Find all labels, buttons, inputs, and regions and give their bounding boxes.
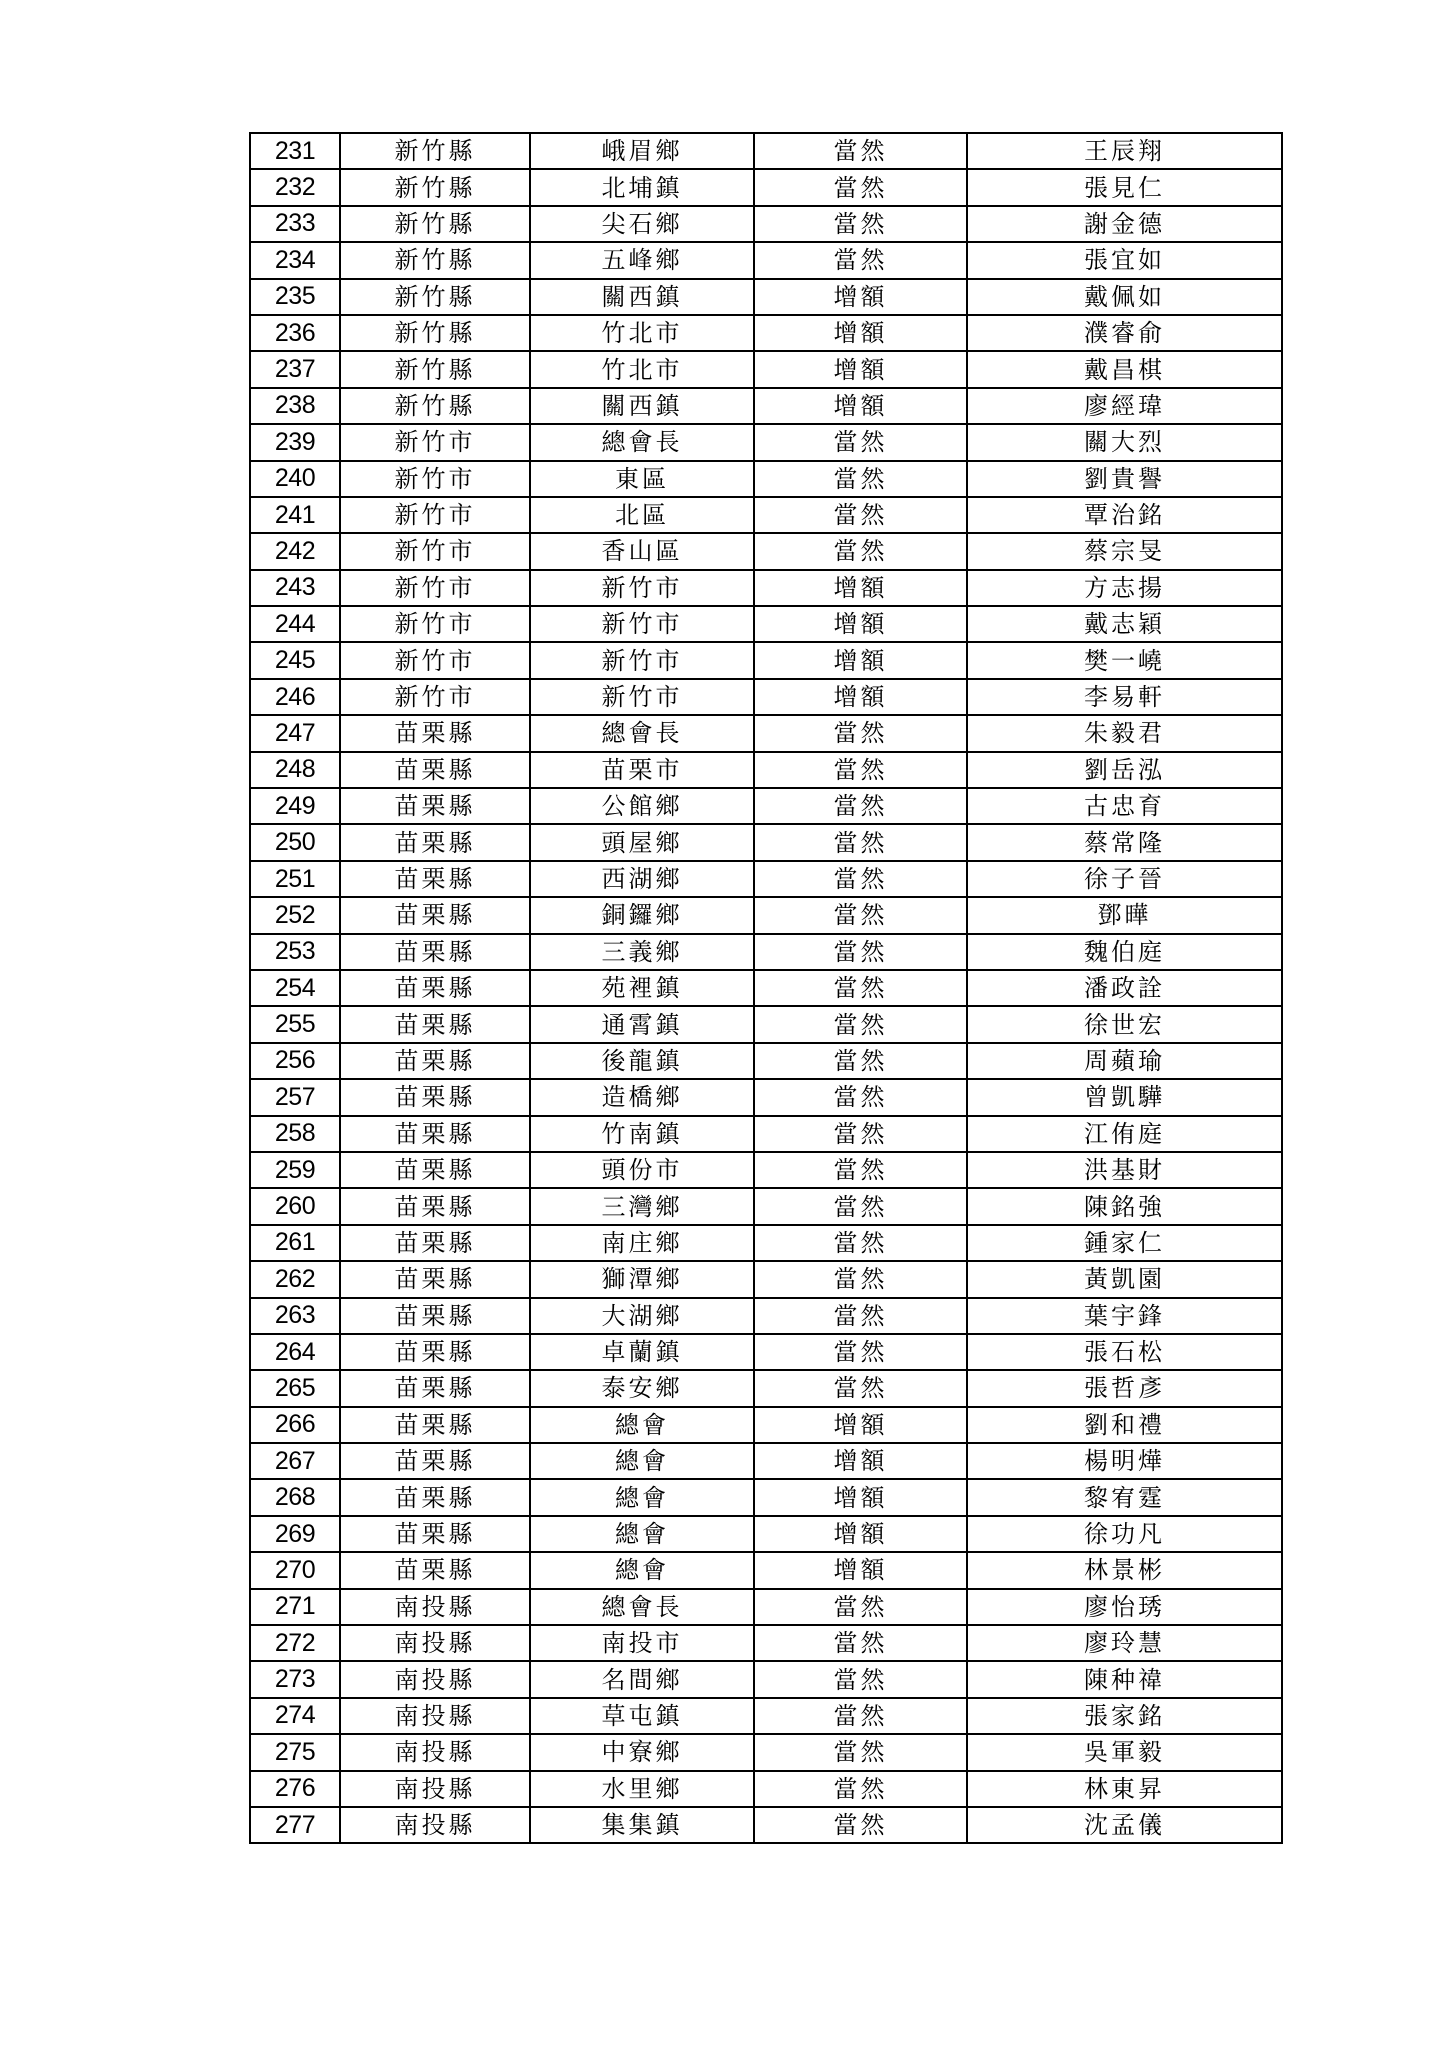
table-row (250, 642, 1282, 678)
district-cell: 泰安鄉 (530, 1370, 754, 1406)
member-name-cell: 關大烈 (967, 424, 1282, 460)
member-name-cell: 林東昇 (967, 1771, 1282, 1807)
row-number-cell: 269 (250, 1516, 340, 1552)
table-row (250, 1225, 1282, 1261)
row-number-cell: 231 (250, 133, 340, 169)
row-number-cell: 263 (250, 1298, 340, 1334)
row-number-cell: 270 (250, 1552, 340, 1588)
seat-type-cell: 增額 (754, 315, 967, 351)
district-cell: 總會 (530, 1443, 754, 1479)
row-number-cell: 271 (250, 1589, 340, 1625)
county-cell: 苗栗縣 (340, 861, 530, 897)
table-row (250, 934, 1282, 970)
member-name-cell: 徐子晉 (967, 861, 1282, 897)
district-cell: 總會長 (530, 1589, 754, 1625)
district-cell: 關西鎮 (530, 388, 754, 424)
row-number-cell: 236 (250, 315, 340, 351)
member-name-cell: 劉貴譽 (967, 461, 1282, 497)
row-number-cell: 259 (250, 1152, 340, 1188)
member-name-cell: 張家銘 (967, 1698, 1282, 1734)
table-row (250, 1407, 1282, 1443)
county-cell: 苗栗縣 (340, 715, 530, 751)
seat-type-cell: 當然 (754, 1079, 967, 1115)
seat-type-cell: 當然 (754, 1589, 967, 1625)
table-row (250, 242, 1282, 278)
table-row (250, 1443, 1282, 1479)
row-number-cell: 273 (250, 1661, 340, 1697)
table-row (250, 1552, 1282, 1588)
table-row (250, 1516, 1282, 1552)
row-number-cell: 245 (250, 642, 340, 678)
row-number-cell: 255 (250, 1006, 340, 1042)
row-number-cell: 239 (250, 424, 340, 460)
member-name-cell: 吳軍毅 (967, 1734, 1282, 1770)
district-cell: 造橋鄉 (530, 1079, 754, 1115)
seat-type-cell: 增額 (754, 1516, 967, 1552)
county-cell: 苗栗縣 (340, 970, 530, 1006)
county-cell: 南投縣 (340, 1589, 530, 1625)
district-cell: 集集鎮 (530, 1807, 754, 1843)
seat-type-cell: 當然 (754, 970, 967, 1006)
district-cell: 竹北市 (530, 315, 754, 351)
county-cell: 新竹縣 (340, 133, 530, 169)
district-cell: 苑裡鎮 (530, 970, 754, 1006)
row-number-cell: 234 (250, 242, 340, 278)
member-name-cell: 陳种禕 (967, 1661, 1282, 1697)
member-name-cell: 戴志穎 (967, 606, 1282, 642)
county-cell: 新竹市 (340, 679, 530, 715)
seat-type-cell: 當然 (754, 424, 967, 460)
row-number-cell: 256 (250, 1043, 340, 1079)
table-row (250, 1370, 1282, 1406)
district-cell: 北埔鎮 (530, 169, 754, 205)
table-row (250, 461, 1282, 497)
county-cell: 新竹縣 (340, 206, 530, 242)
member-name-cell: 覃治銘 (967, 497, 1282, 533)
table-row (250, 1043, 1282, 1079)
county-cell: 苗栗縣 (340, 1334, 530, 1370)
table-row (250, 861, 1282, 897)
county-cell: 新竹市 (340, 461, 530, 497)
seat-type-cell: 當然 (754, 242, 967, 278)
county-cell: 新竹市 (340, 570, 530, 606)
member-name-cell: 樊一嶢 (967, 642, 1282, 678)
row-number-cell: 257 (250, 1079, 340, 1115)
member-name-cell: 潘政詮 (967, 970, 1282, 1006)
member-name-cell: 張見仁 (967, 169, 1282, 205)
seat-type-cell: 當然 (754, 1698, 967, 1734)
row-number-cell: 252 (250, 897, 340, 933)
table-row (250, 1298, 1282, 1334)
member-name-cell: 朱毅君 (967, 715, 1282, 751)
row-number-cell: 277 (250, 1807, 340, 1843)
district-cell: 新竹市 (530, 606, 754, 642)
district-cell: 公館鄉 (530, 788, 754, 824)
seat-type-cell: 當然 (754, 1188, 967, 1224)
row-number-cell: 241 (250, 497, 340, 533)
seat-type-cell: 當然 (754, 1625, 967, 1661)
row-number-cell: 254 (250, 970, 340, 1006)
county-cell: 南投縣 (340, 1698, 530, 1734)
district-cell: 後龍鎮 (530, 1043, 754, 1079)
district-cell: 竹南鎮 (530, 1116, 754, 1152)
row-number-cell: 274 (250, 1698, 340, 1734)
row-number-cell: 251 (250, 861, 340, 897)
table-row (250, 1771, 1282, 1807)
district-cell: 竹北市 (530, 351, 754, 387)
table-row (250, 570, 1282, 606)
table-row (250, 1589, 1282, 1625)
seat-type-cell: 增額 (754, 351, 967, 387)
county-cell: 新竹市 (340, 533, 530, 569)
table-row (250, 133, 1282, 169)
seat-type-cell: 增額 (754, 1443, 967, 1479)
seat-type-cell: 當然 (754, 1807, 967, 1843)
county-cell: 新竹市 (340, 642, 530, 678)
roster-body (250, 133, 1282, 1843)
county-cell: 苗栗縣 (340, 1116, 530, 1152)
district-cell: 通霄鎮 (530, 1006, 754, 1042)
district-cell: 新竹市 (530, 642, 754, 678)
table-row (250, 752, 1282, 788)
row-number-cell: 253 (250, 934, 340, 970)
member-name-cell: 鍾家仁 (967, 1225, 1282, 1261)
row-number-cell: 266 (250, 1407, 340, 1443)
seat-type-cell: 當然 (754, 897, 967, 933)
seat-type-cell: 當然 (754, 752, 967, 788)
row-number-cell: 276 (250, 1771, 340, 1807)
row-number-cell: 250 (250, 824, 340, 860)
table-row (250, 1079, 1282, 1115)
county-cell: 苗栗縣 (340, 824, 530, 860)
county-cell: 苗栗縣 (340, 1298, 530, 1334)
member-name-cell: 沈孟儀 (967, 1807, 1282, 1843)
seat-type-cell: 當然 (754, 1734, 967, 1770)
district-cell: 大湖鄉 (530, 1298, 754, 1334)
table-row (250, 1807, 1282, 1843)
member-roster-table (249, 132, 1283, 1844)
district-cell: 南投市 (530, 1625, 754, 1661)
district-cell: 尖石鄉 (530, 206, 754, 242)
seat-type-cell: 當然 (754, 169, 967, 205)
row-number-cell: 233 (250, 206, 340, 242)
row-number-cell: 275 (250, 1734, 340, 1770)
district-cell: 中寮鄉 (530, 1734, 754, 1770)
member-name-cell: 李易軒 (967, 679, 1282, 715)
seat-type-cell: 當然 (754, 206, 967, 242)
seat-type-cell: 當然 (754, 1006, 967, 1042)
county-cell: 新竹縣 (340, 242, 530, 278)
member-name-cell: 徐世宏 (967, 1006, 1282, 1042)
seat-type-cell: 增額 (754, 1407, 967, 1443)
district-cell: 關西鎮 (530, 279, 754, 315)
row-number-cell: 240 (250, 461, 340, 497)
member-name-cell: 方志揚 (967, 570, 1282, 606)
seat-type-cell: 增額 (754, 388, 967, 424)
seat-type-cell: 當然 (754, 497, 967, 533)
table-row (250, 1188, 1282, 1224)
seat-type-cell: 當然 (754, 1152, 967, 1188)
seat-type-cell: 增額 (754, 570, 967, 606)
seat-type-cell: 當然 (754, 861, 967, 897)
seat-type-cell: 當然 (754, 461, 967, 497)
member-name-cell: 魏伯庭 (967, 934, 1282, 970)
district-cell: 三義鄉 (530, 934, 754, 970)
table-row (250, 315, 1282, 351)
district-cell: 水里鄉 (530, 1771, 754, 1807)
seat-type-cell: 當然 (754, 1370, 967, 1406)
district-cell: 香山區 (530, 533, 754, 569)
county-cell: 苗栗縣 (340, 1043, 530, 1079)
row-number-cell: 249 (250, 788, 340, 824)
district-cell: 五峰鄉 (530, 242, 754, 278)
district-cell: 總會 (530, 1516, 754, 1552)
district-cell: 總會 (530, 1407, 754, 1443)
table-row (250, 351, 1282, 387)
member-name-cell: 黎宥霆 (967, 1479, 1282, 1515)
member-name-cell: 古忠育 (967, 788, 1282, 824)
district-cell: 總會長 (530, 715, 754, 751)
county-cell: 苗栗縣 (340, 1006, 530, 1042)
district-cell: 獅潭鄉 (530, 1261, 754, 1297)
member-name-cell: 葉宇鋒 (967, 1298, 1282, 1334)
member-name-cell: 濮睿俞 (967, 315, 1282, 351)
county-cell: 新竹縣 (340, 279, 530, 315)
county-cell: 苗栗縣 (340, 1152, 530, 1188)
row-number-cell: 235 (250, 279, 340, 315)
district-cell: 峨眉鄉 (530, 133, 754, 169)
member-name-cell: 戴昌棋 (967, 351, 1282, 387)
row-number-cell: 237 (250, 351, 340, 387)
seat-type-cell: 當然 (754, 1116, 967, 1152)
seat-type-cell: 增額 (754, 642, 967, 678)
member-name-cell: 廖經瑋 (967, 388, 1282, 424)
county-cell: 新竹市 (340, 424, 530, 460)
member-name-cell: 林景彬 (967, 1552, 1282, 1588)
member-name-cell: 徐功凡 (967, 1516, 1282, 1552)
seat-type-cell: 增額 (754, 1479, 967, 1515)
member-name-cell: 黃凱園 (967, 1261, 1282, 1297)
table-row (250, 169, 1282, 205)
table-row (250, 1334, 1282, 1370)
member-name-cell: 謝金德 (967, 206, 1282, 242)
row-number-cell: 243 (250, 570, 340, 606)
district-cell: 北區 (530, 497, 754, 533)
row-number-cell: 268 (250, 1479, 340, 1515)
row-number-cell: 262 (250, 1261, 340, 1297)
county-cell: 苗栗縣 (340, 1443, 530, 1479)
row-number-cell: 258 (250, 1116, 340, 1152)
row-number-cell: 232 (250, 169, 340, 205)
county-cell: 苗栗縣 (340, 1516, 530, 1552)
seat-type-cell: 當然 (754, 1043, 967, 1079)
member-name-cell: 洪基財 (967, 1152, 1282, 1188)
district-cell: 三灣鄉 (530, 1188, 754, 1224)
county-cell: 苗栗縣 (340, 1079, 530, 1115)
member-name-cell: 曾凱驊 (967, 1079, 1282, 1115)
table-row (250, 1152, 1282, 1188)
table-row (250, 533, 1282, 569)
row-number-cell: 260 (250, 1188, 340, 1224)
county-cell: 苗栗縣 (340, 752, 530, 788)
district-cell: 總會 (530, 1552, 754, 1588)
row-number-cell: 267 (250, 1443, 340, 1479)
seat-type-cell: 當然 (754, 1298, 967, 1334)
table-row (250, 1625, 1282, 1661)
seat-type-cell: 當然 (754, 1261, 967, 1297)
county-cell: 苗栗縣 (340, 1188, 530, 1224)
seat-type-cell: 增額 (754, 606, 967, 642)
county-cell: 苗栗縣 (340, 897, 530, 933)
seat-type-cell: 當然 (754, 788, 967, 824)
table-row (250, 388, 1282, 424)
district-cell: 名間鄉 (530, 1661, 754, 1697)
member-name-cell: 王辰翔 (967, 133, 1282, 169)
table-row (250, 970, 1282, 1006)
district-cell: 東區 (530, 461, 754, 497)
row-number-cell: 238 (250, 388, 340, 424)
county-cell: 苗栗縣 (340, 1407, 530, 1443)
district-cell: 總會長 (530, 424, 754, 460)
seat-type-cell: 當然 (754, 1771, 967, 1807)
seat-type-cell: 當然 (754, 824, 967, 860)
county-cell: 苗栗縣 (340, 1479, 530, 1515)
member-name-cell: 劉和禮 (967, 1407, 1282, 1443)
row-number-cell: 242 (250, 533, 340, 569)
member-name-cell: 蔡宗旻 (967, 533, 1282, 569)
district-cell: 新竹市 (530, 679, 754, 715)
seat-type-cell: 當然 (754, 133, 967, 169)
table-row (250, 1661, 1282, 1697)
table-row (250, 1698, 1282, 1734)
county-cell: 新竹縣 (340, 351, 530, 387)
row-number-cell: 261 (250, 1225, 340, 1261)
county-cell: 南投縣 (340, 1625, 530, 1661)
district-cell: 卓蘭鎮 (530, 1334, 754, 1370)
seat-type-cell: 增額 (754, 1552, 967, 1588)
district-cell: 苗栗市 (530, 752, 754, 788)
member-name-cell: 廖怡琇 (967, 1589, 1282, 1625)
member-name-cell: 陳銘強 (967, 1188, 1282, 1224)
table-row (250, 897, 1282, 933)
county-cell: 南投縣 (340, 1807, 530, 1843)
table-row (250, 279, 1282, 315)
table-row (250, 606, 1282, 642)
county-cell: 新竹縣 (340, 388, 530, 424)
district-cell: 新竹市 (530, 570, 754, 606)
member-name-cell: 蔡常隆 (967, 824, 1282, 860)
member-name-cell: 劉岳泓 (967, 752, 1282, 788)
table-row (250, 1479, 1282, 1515)
row-number-cell: 264 (250, 1334, 340, 1370)
county-cell: 苗栗縣 (340, 1552, 530, 1588)
county-cell: 苗栗縣 (340, 1261, 530, 1297)
county-cell: 新竹市 (340, 606, 530, 642)
member-name-cell: 江侑庭 (967, 1116, 1282, 1152)
member-name-cell: 張石松 (967, 1334, 1282, 1370)
district-cell: 西湖鄉 (530, 861, 754, 897)
table-row (250, 1116, 1282, 1152)
row-number-cell: 272 (250, 1625, 340, 1661)
seat-type-cell: 當然 (754, 934, 967, 970)
table-row (250, 1734, 1282, 1770)
table-row (250, 1006, 1282, 1042)
seat-type-cell: 當然 (754, 1225, 967, 1261)
county-cell: 新竹縣 (340, 169, 530, 205)
table-row (250, 206, 1282, 242)
district-cell: 草屯鎮 (530, 1698, 754, 1734)
county-cell: 新竹市 (340, 497, 530, 533)
county-cell: 南投縣 (340, 1661, 530, 1697)
row-number-cell: 248 (250, 752, 340, 788)
county-cell: 苗栗縣 (340, 788, 530, 824)
member-name-cell: 廖玲慧 (967, 1625, 1282, 1661)
table-row (250, 715, 1282, 751)
table-row (250, 1261, 1282, 1297)
member-name-cell: 戴佩如 (967, 279, 1282, 315)
district-cell: 頭份市 (530, 1152, 754, 1188)
member-name-cell: 張宜如 (967, 242, 1282, 278)
table-row (250, 424, 1282, 460)
county-cell: 南投縣 (340, 1771, 530, 1807)
seat-type-cell: 增額 (754, 679, 967, 715)
county-cell: 苗栗縣 (340, 1370, 530, 1406)
seat-type-cell: 當然 (754, 533, 967, 569)
member-name-cell: 周蘋瑜 (967, 1043, 1282, 1079)
district-cell: 南庄鄉 (530, 1225, 754, 1261)
row-number-cell: 247 (250, 715, 340, 751)
table-row (250, 824, 1282, 860)
seat-type-cell: 當然 (754, 715, 967, 751)
district-cell: 頭屋鄉 (530, 824, 754, 860)
member-name-cell: 鄧曄 (967, 897, 1282, 933)
district-cell: 銅鑼鄉 (530, 897, 754, 933)
county-cell: 苗栗縣 (340, 1225, 530, 1261)
row-number-cell: 246 (250, 679, 340, 715)
table-row (250, 788, 1282, 824)
county-cell: 南投縣 (340, 1734, 530, 1770)
seat-type-cell: 當然 (754, 1661, 967, 1697)
row-number-cell: 244 (250, 606, 340, 642)
district-cell: 總會 (530, 1479, 754, 1515)
member-name-cell: 楊明燁 (967, 1443, 1282, 1479)
county-cell: 新竹縣 (340, 315, 530, 351)
seat-type-cell: 增額 (754, 279, 967, 315)
county-cell: 苗栗縣 (340, 934, 530, 970)
seat-type-cell: 當然 (754, 1334, 967, 1370)
row-number-cell: 265 (250, 1370, 340, 1406)
table-row (250, 497, 1282, 533)
table-row (250, 679, 1282, 715)
member-name-cell: 張哲彥 (967, 1370, 1282, 1406)
